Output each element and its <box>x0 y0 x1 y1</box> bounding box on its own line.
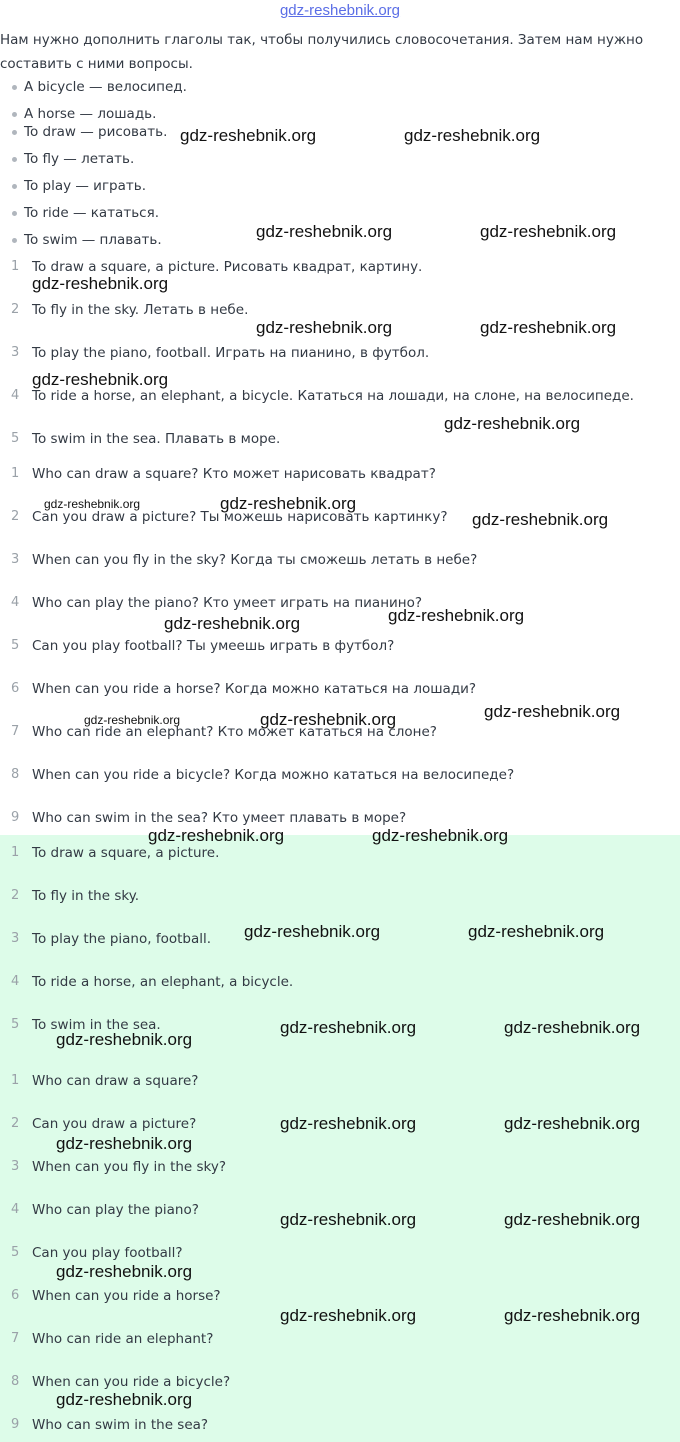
watermark: gdz-reshebnik.org <box>480 318 617 337</box>
bullet-icon <box>12 211 17 216</box>
watermark: gdz-reshebnik.org <box>220 494 357 513</box>
watermark: gdz-reshebnik.org <box>504 1114 641 1133</box>
site-header-link[interactable]: gdz-reshebnik.org <box>279 2 401 19</box>
bullet-icon <box>12 112 17 117</box>
bullet-icon <box>12 85 17 90</box>
bullet-icon <box>12 130 17 135</box>
watermark: gdz-reshebnik.org <box>84 713 181 727</box>
watermark: gdz-reshebnik.org <box>260 710 397 729</box>
list-item: To fly — летать. <box>12 149 134 169</box>
watermark: gdz-reshebnik.org <box>32 274 169 293</box>
list-item: To swim — плавать. <box>12 230 162 250</box>
watermark: gdz-reshebnik.org <box>56 1134 193 1153</box>
list-item: To play — играть. <box>12 176 146 196</box>
watermark: gdz-reshebnik.org <box>32 370 169 389</box>
watermark: gdz-reshebnik.org <box>44 497 141 511</box>
watermark: gdz-reshebnik.org <box>372 826 509 845</box>
list-item: To ride — кататься. <box>12 203 159 223</box>
watermark: gdz-reshebnik.org <box>256 222 393 241</box>
watermark: gdz-reshebnik.org <box>280 1018 417 1037</box>
intro-text: Нам нужно дополнить глаголы так, чтобы получились словосочетания. Затем нам нужно составить с ними вопросы. <box>0 32 644 72</box>
watermark: gdz-reshebnik.org <box>468 922 605 941</box>
bullet-icon <box>12 157 17 162</box>
list-item: A horse — лошадь. <box>12 104 156 124</box>
watermark: gdz-reshebnik.org <box>180 126 317 145</box>
bullet-icon <box>12 238 17 243</box>
watermark: gdz-reshebnik.org <box>56 1262 193 1281</box>
watermark: gdz-reshebnik.org <box>256 318 393 337</box>
watermark: gdz-reshebnik.org <box>404 126 541 145</box>
list-item: A bicycle — велосипед. <box>12 77 187 97</box>
watermark: gdz-reshebnik.org <box>280 1114 417 1133</box>
watermark: gdz-reshebnik.org <box>56 1390 193 1409</box>
watermark: gdz-reshebnik.org <box>280 1210 417 1229</box>
watermark: gdz-reshebnik.org <box>504 1210 641 1229</box>
watermark: gdz-reshebnik.org <box>388 606 525 625</box>
watermark: gdz-reshebnik.org <box>504 1018 641 1037</box>
watermark: gdz-reshebnik.org <box>148 826 285 845</box>
watermark: gdz-reshebnik.org <box>484 702 621 721</box>
watermark: gdz-reshebnik.org <box>244 922 381 941</box>
list-item: To draw — рисовать. <box>12 122 167 142</box>
watermark: gdz-reshebnik.org <box>504 1306 641 1325</box>
watermark: gdz-reshebnik.org <box>164 614 301 633</box>
watermark: gdz-reshebnik.org <box>444 414 581 433</box>
watermark: gdz-reshebnik.org <box>480 222 617 241</box>
watermark: gdz-reshebnik.org <box>56 1030 193 1049</box>
watermark: gdz-reshebnik.org <box>472 510 609 529</box>
bullet-icon <box>12 184 17 189</box>
watermark: gdz-reshebnik.org <box>280 1306 417 1325</box>
